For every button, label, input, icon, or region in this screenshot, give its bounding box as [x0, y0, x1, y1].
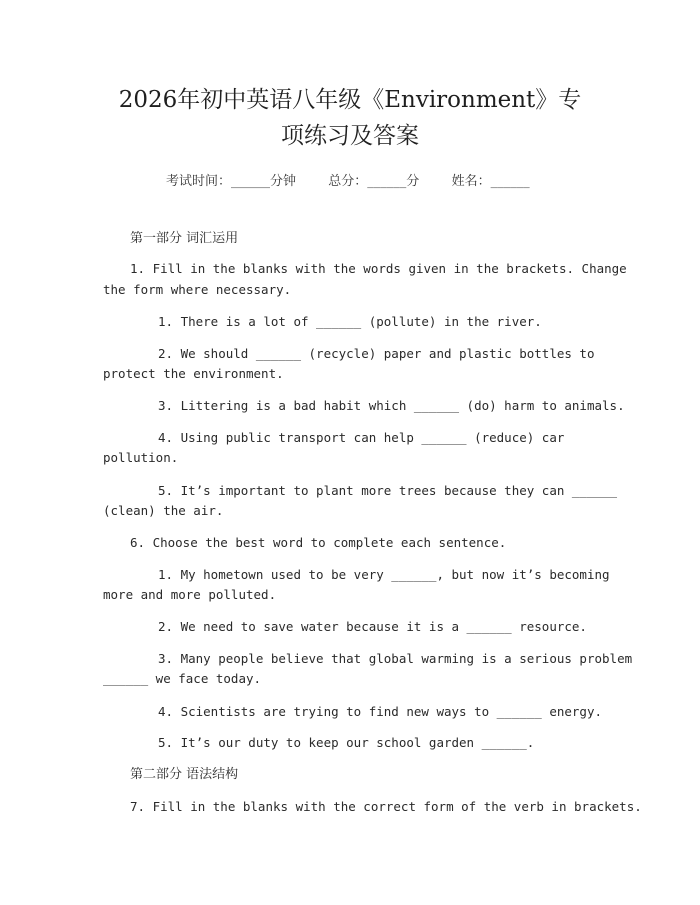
question-6-item-3: 3. Many people believe that global warming is a serious problem: [158, 651, 633, 666]
question-1-item-4-cont: pollution.: [103, 450, 179, 465]
document-title-line-1: 2026年初中英语八年级《Environment》专: [118, 87, 582, 113]
name-field: 姓名：______: [451, 174, 530, 189]
exam-time-field: 考试时间：______分钟: [166, 174, 297, 189]
question-7-text: 7. Fill in the blanks with the correct form of the verb in brackets.: [130, 799, 642, 814]
question-1-text: 1. Fill in the blanks with the words given in the brackets. Change: [130, 261, 627, 276]
question-1-item-3: 3. Littering is a bad habit which ______ (do) harm to animals.: [158, 398, 625, 413]
question-1-item-5: 5. It’s important to plant more trees because they can ______: [158, 483, 618, 498]
document-title-line-2: 项练习及答案: [281, 123, 419, 149]
question-1-item-2: 2. We should ______ (recycle) paper and plastic bottles to: [158, 346, 595, 361]
question-6-item-3-cont: ______ we face today.: [103, 671, 262, 686]
question-1-text-cont: the form where necessary.: [103, 282, 292, 297]
question-6-item-1: 1. My hometown used to be very ______, but now it’s becoming: [158, 567, 610, 582]
question-1-item-4: 4. Using public transport can help ______ (reduce) car: [158, 430, 565, 445]
question-6-item-5: 5. It’s our duty to keep our school garden ______.: [158, 735, 535, 750]
question-6-item-1-cont: more and more polluted.: [103, 587, 277, 602]
question-1-item-2-cont: protect the environment.: [103, 366, 284, 381]
question-1-item-5-cont: (clean) the air.: [103, 503, 224, 518]
total-score-field: 总分：______分: [328, 174, 420, 189]
question-6-item-2: 2. We need to save water because it is a ______ resource.: [158, 619, 587, 634]
question-1-item-1: 1. There is a lot of ______ (pollute) in the river.: [158, 314, 542, 329]
part2-heading: 第二部分 语法结构: [130, 767, 239, 782]
exam-info-row: [166, 170, 530, 189]
question-6-text: 6. Choose the best word to complete each sentence.: [130, 535, 507, 550]
question-6-item-4: 4. Scientists are trying to find new ways to ______ energy.: [158, 704, 603, 719]
part1-heading: 第一部分 词汇运用: [130, 231, 239, 246]
